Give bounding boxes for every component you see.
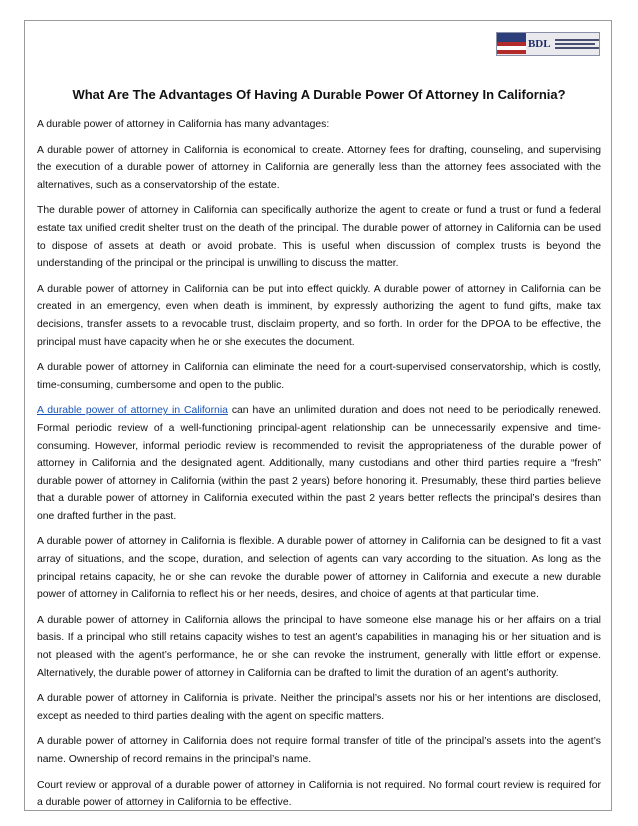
dpoa-link[interactable]: A durable power of attorney in California — [37, 405, 228, 417]
paragraph: A durable power of attorney in California allows the principal to have someone else manage his or her affairs on a trial basis. If a principal who still retains capacity wishes to test an agent’s capabilities in managing his or her situation and is not pleased with the agent’s performance, he or she can revoke the instrument, generally with little effort or expense. Alternatively, the durable power of attorney in California can be drafted to limit the duration of an agent’s authority. — [37, 614, 601, 679]
paragraph: A durable power of attorney in California has many advantages: — [37, 119, 330, 130]
page-title: What Are The Advantages Of Having A Durable Power Of Attorney In California? — [72, 87, 566, 102]
paragraph: A durable power of attorney in California is economical to create. Attorney fees for drafting, counseling, and supervising the execution of a durable power of attorney in California are generally less than the attorney fees associated with the alternatives, such as a conservatorship of the estate. — [37, 144, 601, 191]
paragraph: A durable power of attorney in California does not require formal transfer of title of the principal’s assets into the agent’s name. Ownership of record remains in the principal’s name. — [37, 736, 601, 765]
flag-icon — [497, 33, 526, 55]
paragraph: The durable power of attorney in California can specifically authorize the agent to create or fund a trust or fund a federal estate tax unified credit shelter trust on the death of the principal. The durable power of attorney in California can be used to dispose of assets at death or avoid probate. This is useful when discussion of complex trusts is beyond the understanding of the principal or the principal is unwilling to discuss the matter. — [37, 205, 601, 270]
article — [37, 86, 601, 820]
paragraph: A durable power of attorney in California is flexible. A durable power of attorney in California can be designed to fit a vast array of situations, and the scope, duration, and selection of agents can vary according to the situation. As long as the principal retains capacity, he or she can revoke the durable power of attorney in California and execute a new durable power of attorney in California to reflect his or her needs, desires, and choice of agents at that particular time. — [37, 536, 601, 601]
logo-letters: BDL — [527, 38, 551, 50]
paragraph: A durable power of attorney in California can eliminate the need for a court-supervised conservatorship, which is costly, time-consuming, cumbersome and open to the public. — [37, 362, 601, 391]
firm-logo — [496, 32, 600, 56]
paragraph: A durable power of attorney in California is private. Neither the principal’s assets nor his or her intentions are disclosed, except as needed to third parties dealing with the agent on specific matters. — [37, 693, 601, 722]
paragraph: A durable power of attorney in California can be put into effect quickly. A durable power of attorney in California can be created in an emergency, even when death is imminent, by expressly authorizing the agent to fund gifts, make tax decisions, transfer assets to a revocable trust, disclaim property, and so forth. In order for the DPOA to be effective, the principal must have capacity when he or she executes the document. — [37, 283, 601, 348]
logo-text-lines — [551, 39, 599, 49]
paragraph-with-link — [37, 402, 601, 525]
paragraph-text: can have an unlimited duration and does not need to be periodically renewed. Formal periodic review of a well-functioning principal-agent relationship can be unnecessarily expensive and time-consuming. However, informal periodic review is recommended to revisit the appropriateness of the durable power of attorney in California and the designated agent. Additionally, many custodians and other third parties require a “fresh” durable power of attorney in California (within the past 2 years) before honoring it. Presumably, these third parties believe that a durable power of attorney in California executed within the past 2 years better reflects the principal’s desires than one drafted further in the past. — [37, 405, 601, 522]
paragraph: Court review or approval of a durable power of attorney in California is not required. No formal court review is required for a durable power of attorney in California to be effective. — [37, 779, 601, 809]
